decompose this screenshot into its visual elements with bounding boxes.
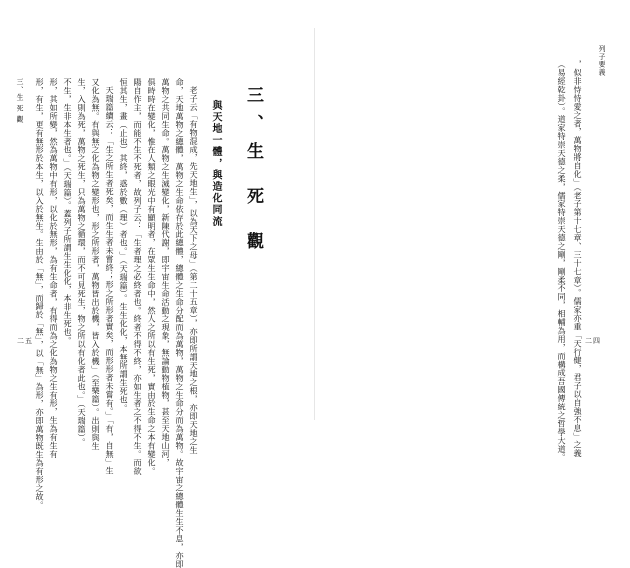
left-body-line-9: 生，入則為死，萬物之死生，只為萬物之循環，而不可見死生，物之所以有化者此也。」（天瑞篇）。 xyxy=(77,78,88,447)
chapter-title: 三、生 死 觀 xyxy=(243,86,263,260)
right-page-number: 二四 xyxy=(585,337,601,345)
left-body-line-12: 形，有生，更有無形於本生，以入於無生。生由於「無」，而歸於「無」，以「無」為形，亦即萬物既生為有形之故。 xyxy=(35,78,46,510)
left-body-line-8: 又化為無。有與無之化為物之變形也，形之所形者，萬物皆出於機，皆入於機」（至樂篇）。出則與生 xyxy=(91,78,102,451)
left-body-line-11: 形，其如所變，然為萬物中有形，以化於無形，為有生命者，有得而為之化為物之生有形，生為有生有 xyxy=(49,78,60,459)
section-title: 與天地一體，與造化同流 xyxy=(210,100,221,228)
left-body-line-3: 萬物之共同生命。萬物之生滅變化，新陳代謝，即宇宙生命活動之現象，無論動物植物，甚至天地山河， xyxy=(161,78,172,467)
left-body-line-7: 天瑞篇續云：「生之所生者死矣，而生生者未嘗終；形之所形者實矣，而形形者未嘗有。」「有，自無」生 xyxy=(105,86,116,476)
left-body-line-1: 老子云「有物混成，先天地生」，以為天下之母」（第二十五章），亦即所謂天地之根，亦即天地之生 xyxy=(189,86,200,455)
right-page-header: 列子要義 xyxy=(597,45,605,77)
left-body-line-5: 陽自作主，而能不生不死者，故列子云：「生者理之必終者也。終者不得不終，亦如生者之不得不生。而欲 xyxy=(133,78,144,476)
left-page-number: 二五 xyxy=(17,337,33,345)
left-body-line-6: 恒其生，畫（止也）其終，惑於數（理）者也。」（天瑞篇）。生生化化，本無所謂生死也。 xyxy=(119,78,130,413)
left-body-line-10: 不生，生非本生者也。」（天瑞篇）。蓋列子所謂生生化化，本非生死也。 xyxy=(63,78,74,345)
left-body-line-2: 命，天地萬物之總體，萬物之生命依存於此總體，總體之生命分配而為萬物，萬物之生命分而為萬物。故宇宙之總體生生不息，亦即 xyxy=(175,78,186,568)
right-body-line-2: （易經乾卦）。道家特崇天德之柔，儒家特崇天德之剛，剛柔不同，相輔為用，而構成吾國傳統之哲學大道。 xyxy=(557,60,568,462)
left-body-line-4: 俱時時在變化，惟在人類之眼光中有顯明者，在眾生生命中，然人之所以有生死，實由於生命之本有變化。 xyxy=(147,78,158,476)
right-body-line-1: ，似非恃恃愛之者，萬物將自化」（老子第十七章、三十七章）。儒家亦重「天行健，君子以自強不息」之義 xyxy=(573,60,584,458)
page-gutter xyxy=(314,28,315,420)
left-running-header: 三、生 死 觀 xyxy=(15,78,23,124)
